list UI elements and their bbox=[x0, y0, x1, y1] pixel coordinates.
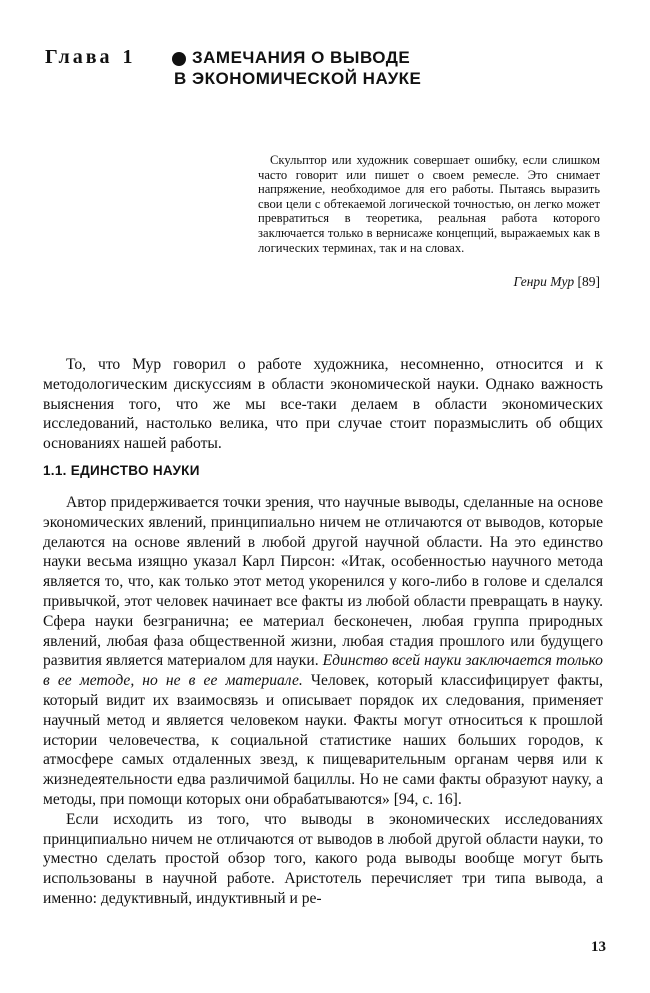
epigraph-reference: [89] bbox=[577, 274, 600, 289]
epigraph bbox=[258, 153, 600, 255]
epigraph-text: Скульптор или художник совершает ошибку, если слишком часто говорит или пишет о своем ремесле. Это снимает напряжение, необходимое для его работы. Пытаясь выразить свои цели с обтекаемой логической точностью, он легко может превратиться в теоретика, реальная работа которого заключается только в вернисаже концепций, выражаемых как в логических терминах, так и на словах. bbox=[258, 153, 600, 255]
epigraph-author: Генри Мур bbox=[513, 274, 575, 289]
section-body bbox=[43, 493, 603, 909]
intro-block bbox=[43, 355, 603, 454]
section-paragraph-2: Если исходить из того, что выводы в экономических исследованиях принципиально ничем не отличаются от выводов в любой другой области науки, то уместно сделать простой обзор того, какого рода выводы вообще могут быть использованы в научной работе. Аристотель перечисляет три типа вывода, а именно: дедуктивный, индуктивный и ре- bbox=[43, 810, 603, 907]
page-number: 13 bbox=[591, 939, 606, 955]
paragraph-1-text-a: Автор придерживается точки зрения, что научные выводы, сделанные на основе экономических явлений, принципиально ничем не отличаются от выводов, которые делаются на основе явлений в любой другой научной области. На это единство науки весьма изящно указал Карл Пирсон: «Итак, особенностью научного метода является то, что, как только этот метод укоренился у кого-либо в голове и сделался привычкой, этот человек начинает все факты из любой области превращать в науку. Сфера науки безгранична; ее материал бесконечен, любая группа природных явлений, любая фаза общественной жизни, любая стадия прошлого или будущего развития является материалом для науки. bbox=[43, 494, 603, 670]
chapter-title-line-2: В ЭКОНОМИЧЕСКОЙ НАУКЕ bbox=[174, 69, 422, 88]
section-paragraph-1 bbox=[43, 493, 603, 810]
chapter-word: Глава bbox=[45, 46, 113, 68]
intro-paragraph: То, что Мур говорил о работе художника, несомненно, относится и к методологическим дискуссиям в области экономической науки. Однако важность выяснения того, что же мы все-таки делаем в области экономических исследований, настолько велика, что при случае стоит поразмыслить об общих основаниях нашей работы. bbox=[43, 356, 603, 453]
section-heading: 1.1. ЕДИНСТВО НАУКИ bbox=[43, 463, 200, 478]
paragraph-1-italic: Единство всей науки заключается только в ее методе, но не в ее материале. bbox=[43, 652, 603, 690]
chapter-title bbox=[174, 47, 421, 89]
paragraph-1-text-b: Человек, который классифицирует факты, который видит их взаимосвязь и описывает порядок их следования, применяет научный метод и является человеком науки. Факты могут относиться к прошлой истории человечества, к социальной статистике наших больших городов, к атмосфере самых отдаленных звезд, к пищеварительным органам червя или к жизнедеятельности едва различимой бациллы. Но не сами факты образуют науку, а методы, при помощи которых они обрабатываются» [94, с. 16]. bbox=[43, 672, 603, 808]
epigraph-attribution bbox=[400, 274, 600, 290]
chapter-number: 1 bbox=[122, 46, 136, 68]
chapter-title-line-1: ЗАМЕЧАНИЯ О ВЫВОДЕ bbox=[192, 48, 411, 67]
chapter-label bbox=[45, 46, 136, 69]
